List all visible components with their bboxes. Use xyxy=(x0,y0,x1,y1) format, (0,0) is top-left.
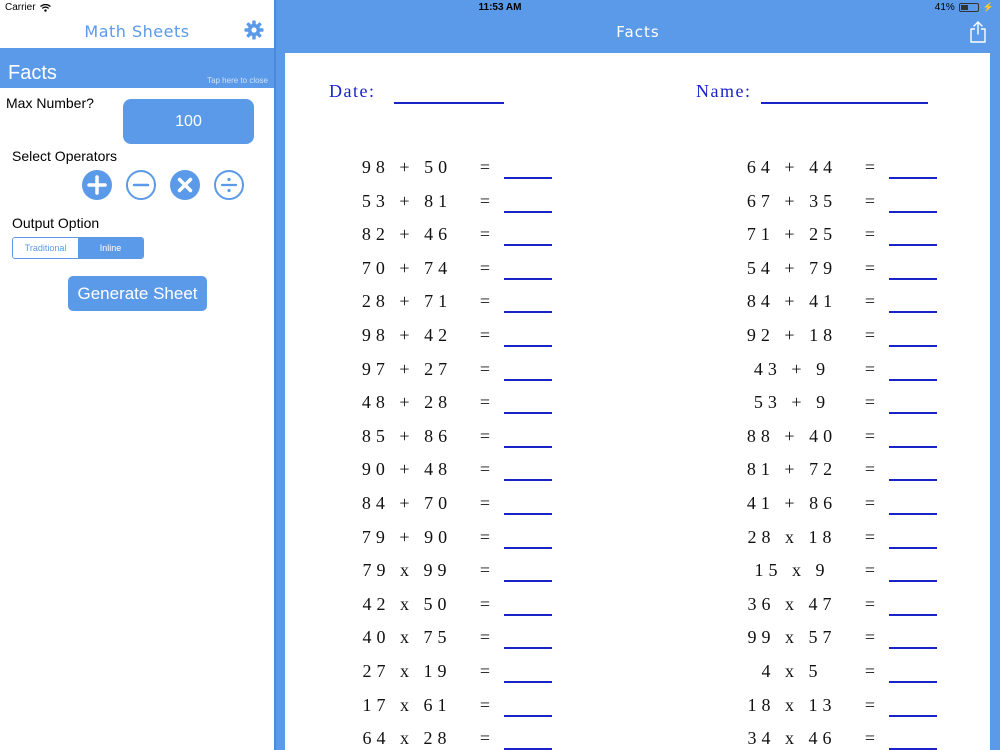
answer-blank xyxy=(889,681,937,683)
section-title: Facts xyxy=(8,62,57,84)
equals-sign: = xyxy=(479,560,491,581)
problem-row xyxy=(285,493,990,515)
minus-icon xyxy=(128,172,154,198)
answer-blank xyxy=(889,715,937,717)
problem-expression: 28 + 71 xyxy=(361,291,453,312)
segment-traditional[interactable]: Traditional xyxy=(13,238,78,258)
battery-percent: 41% xyxy=(934,2,955,13)
equals-sign: = xyxy=(479,728,491,749)
name-line xyxy=(761,102,928,104)
problem-expression: 98 + 42 xyxy=(361,325,453,345)
problem-row xyxy=(285,426,990,448)
equals-sign: = xyxy=(479,661,491,681)
answer-blank xyxy=(889,311,937,313)
equals-sign: = xyxy=(479,358,491,379)
problem-expression: 17 x 61 xyxy=(362,694,452,715)
problem-row xyxy=(285,157,990,179)
problem-row xyxy=(285,594,990,616)
problem-expression: 99 x 57 xyxy=(747,627,837,648)
answer-blank xyxy=(889,345,937,347)
problem-row xyxy=(285,258,990,280)
equals-sign: = xyxy=(479,325,491,345)
problem-expression: 84 + 70 xyxy=(361,493,453,513)
problem-expression: 82 + 46 xyxy=(361,224,453,245)
worksheet xyxy=(285,53,990,750)
equals-sign: = xyxy=(479,459,491,480)
output-option-label: Output Option xyxy=(12,215,100,231)
output-option-segmented-control xyxy=(12,237,144,259)
problem-expression: 4 x 5 xyxy=(761,661,823,681)
problem-expression: 42 x 50 xyxy=(362,593,452,614)
date-line xyxy=(394,102,504,104)
problem-row xyxy=(285,291,990,313)
equals-sign: = xyxy=(864,190,876,211)
generate-sheet-button[interactable]: Generate Sheet xyxy=(68,276,207,311)
problem-expression: 98 + 50 xyxy=(361,157,453,177)
facts-header[interactable] xyxy=(0,48,274,88)
equals-sign: = xyxy=(864,224,876,245)
problem-expression: 54 + 79 xyxy=(746,257,838,278)
equals-sign: = xyxy=(864,257,876,278)
date-label: Date: xyxy=(329,81,376,101)
equals-sign: = xyxy=(864,627,876,648)
problem-expression: 53 + 81 xyxy=(361,190,453,211)
split-divider xyxy=(274,0,276,750)
problem-expression: 28 x 18 xyxy=(747,526,837,547)
minus-operator-button[interactable] xyxy=(126,170,156,200)
problem-expression: 18 x 13 xyxy=(747,694,837,715)
problem-expression: 79 x 99 xyxy=(362,560,452,581)
answer-blank xyxy=(889,412,937,414)
plus-icon xyxy=(82,170,112,200)
equals-sign: = xyxy=(864,325,876,345)
equals-sign: = xyxy=(479,694,491,715)
charging-icon: ⚡ xyxy=(982,2,994,12)
equals-sign: = xyxy=(479,425,491,446)
equals-sign: = xyxy=(864,694,876,715)
problem-expression: 64 + 44 xyxy=(746,157,838,177)
equals-sign: = xyxy=(479,627,491,648)
answer-blank xyxy=(889,278,937,280)
problem-expression: 84 + 41 xyxy=(746,291,838,312)
problem-expression: 48 + 28 xyxy=(361,392,453,413)
clock: 11:53 AM xyxy=(478,2,522,13)
divide-icon xyxy=(216,172,242,198)
problem-expression: 81 + 72 xyxy=(746,459,838,480)
problem-row xyxy=(285,728,990,750)
battery-indicator xyxy=(935,2,994,13)
max-number-label: Max Number? xyxy=(6,95,94,111)
multiply-operator-button[interactable] xyxy=(170,170,200,200)
battery-icon xyxy=(959,3,979,12)
equals-sign: = xyxy=(479,224,491,245)
equals-sign: = xyxy=(864,358,876,379)
plus-operator-button[interactable] xyxy=(82,170,112,200)
problem-row xyxy=(285,627,990,649)
answer-blank xyxy=(889,580,937,582)
answer-blank xyxy=(889,547,937,549)
problem-expression: 71 + 25 xyxy=(746,224,838,245)
equals-sign: = xyxy=(479,526,491,547)
name-label: Name: xyxy=(696,81,752,101)
answer-blank xyxy=(889,647,937,649)
equals-sign: = xyxy=(864,593,876,614)
equals-sign: = xyxy=(864,661,876,681)
answer-blank xyxy=(889,513,937,515)
answer-blank xyxy=(889,211,937,213)
problem-row xyxy=(285,527,990,549)
problem-expression: 79 + 90 xyxy=(361,526,453,547)
settings-panel xyxy=(0,0,274,750)
gear-icon[interactable] xyxy=(244,20,264,40)
select-operators-label: Select Operators xyxy=(12,148,118,164)
problem-expression: 70 + 74 xyxy=(361,257,453,278)
problem-expression: 64 x 28 xyxy=(362,728,452,749)
problem-row xyxy=(285,560,990,582)
problem-row xyxy=(285,359,990,381)
share-icon[interactable] xyxy=(969,21,987,43)
equals-sign: = xyxy=(479,392,491,413)
equals-sign: = xyxy=(864,560,876,581)
multiply-icon xyxy=(170,170,200,200)
equals-sign: = xyxy=(479,157,491,177)
carrier-label: Carrier xyxy=(5,2,36,13)
problem-row xyxy=(285,191,990,213)
equals-sign: = xyxy=(864,392,876,413)
problem-expression: 97 + 27 xyxy=(361,358,453,379)
problem-expression: 67 + 35 xyxy=(746,190,838,211)
answer-blank xyxy=(889,379,937,381)
answer-blank xyxy=(889,177,937,179)
problem-row xyxy=(285,695,990,717)
equals-sign: = xyxy=(864,459,876,480)
problem-expression: 88 + 40 xyxy=(746,425,838,446)
equals-sign: = xyxy=(864,425,876,446)
problem-expression: 53 + 9 xyxy=(753,392,831,413)
left-nav-bar xyxy=(0,16,274,48)
equals-sign: = xyxy=(864,291,876,312)
answer-blank xyxy=(889,446,937,448)
equals-sign: = xyxy=(479,190,491,211)
equals-sign: = xyxy=(864,526,876,547)
problem-row xyxy=(285,224,990,246)
equals-sign: = xyxy=(479,291,491,312)
detail-title: Facts xyxy=(616,23,660,41)
problem-expression: 40 x 75 xyxy=(362,627,452,648)
status-bar xyxy=(0,0,1000,16)
answer-blank xyxy=(889,479,937,481)
problem-expression: 15 x 9 xyxy=(754,560,830,581)
equals-sign: = xyxy=(479,493,491,513)
answer-blank xyxy=(889,614,937,616)
problem-expression: 27 x 19 xyxy=(362,661,452,681)
equals-sign: = xyxy=(864,728,876,749)
answer-blank xyxy=(889,244,937,246)
problem-expression: 34 x 46 xyxy=(747,728,837,749)
problem-row xyxy=(285,459,990,481)
divide-operator-button[interactable] xyxy=(214,170,244,200)
equals-sign: = xyxy=(479,257,491,278)
problem-expression: 36 x 47 xyxy=(747,593,837,614)
problem-expression: 92 + 18 xyxy=(746,325,838,345)
problem-expression: 43 + 9 xyxy=(753,358,831,379)
problem-row xyxy=(285,661,990,683)
equals-sign: = xyxy=(864,493,876,513)
problem-expression: 85 + 86 xyxy=(361,425,453,446)
equals-sign: = xyxy=(864,157,876,177)
problem-row xyxy=(285,392,990,414)
problem-expression: 90 + 48 xyxy=(361,459,453,480)
problem-row xyxy=(285,325,990,347)
problem-expression: 41 + 86 xyxy=(746,493,838,513)
equals-sign: = xyxy=(479,593,491,614)
app-title: Math Sheets xyxy=(84,22,190,41)
segment-inline[interactable]: Inline xyxy=(78,238,143,258)
close-hint[interactable]: Tap here to close xyxy=(207,76,268,85)
max-number-input[interactable]: 100 xyxy=(123,99,254,144)
